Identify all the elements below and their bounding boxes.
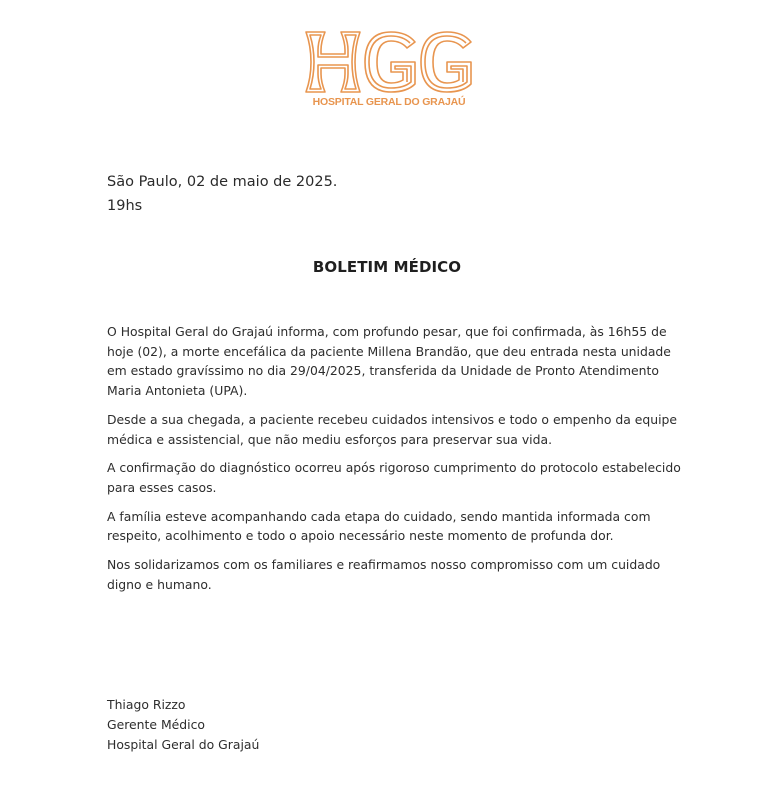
paragraph: A confirmação do diagnóstico ocorreu após rigoroso cumprimento do protocolo estabelecido para esses casos. — [107, 460, 681, 495]
time: 19hs — [107, 198, 143, 214]
paragraph: Desde a sua chegada, a paciente recebeu cuidados intensivos e todo o empenho da equipe médica e assistencial, que não mediu esforços para preservar sua vida. — [107, 411, 678, 447]
paragraph: O Hospital Geral do Grajaú informa, com profundo pesar, que foi confirmada, às 16h55 de hoje (02), a morte encefálica da paciente Millena Brandão, que deu entrada nesta unidade em estado gravíssimo no dia 29/04/2025, transferida da Unidade de Pronto Atendimento Maria Antonieta (UPA). — [107, 324, 671, 399]
signatory-institution: Hospital Geral do Grajaú — [107, 737, 260, 752]
dateline — [107, 170, 337, 218]
place-date: São Paulo, 02 de maio de 2025. — [107, 174, 338, 190]
paragraph: Nos solidarizamos com os familiares e reafirmamos nosso compromisso com um cuidado digno e humano. — [107, 557, 661, 592]
signatory-name: Thiago Rizzo — [107, 697, 186, 712]
hgg-logo-icon — [303, 28, 475, 96]
paragraph: A família esteve acompanhando cada etapa do cuidado, sendo mantida informada com respeito, acolhimento e todo o apoio necessário neste momento de profunda dor. — [107, 508, 651, 544]
signatory-role: Gerente Médico — [107, 717, 205, 732]
signature-block — [107, 695, 259, 755]
hospital-logo — [303, 28, 475, 118]
page-title: BOLETIM MÉDICO — [312, 258, 462, 276]
logo-caption: HOSPITAL GERAL DO GRAJAÚ — [312, 96, 466, 108]
bulletin-body — [107, 322, 687, 603]
